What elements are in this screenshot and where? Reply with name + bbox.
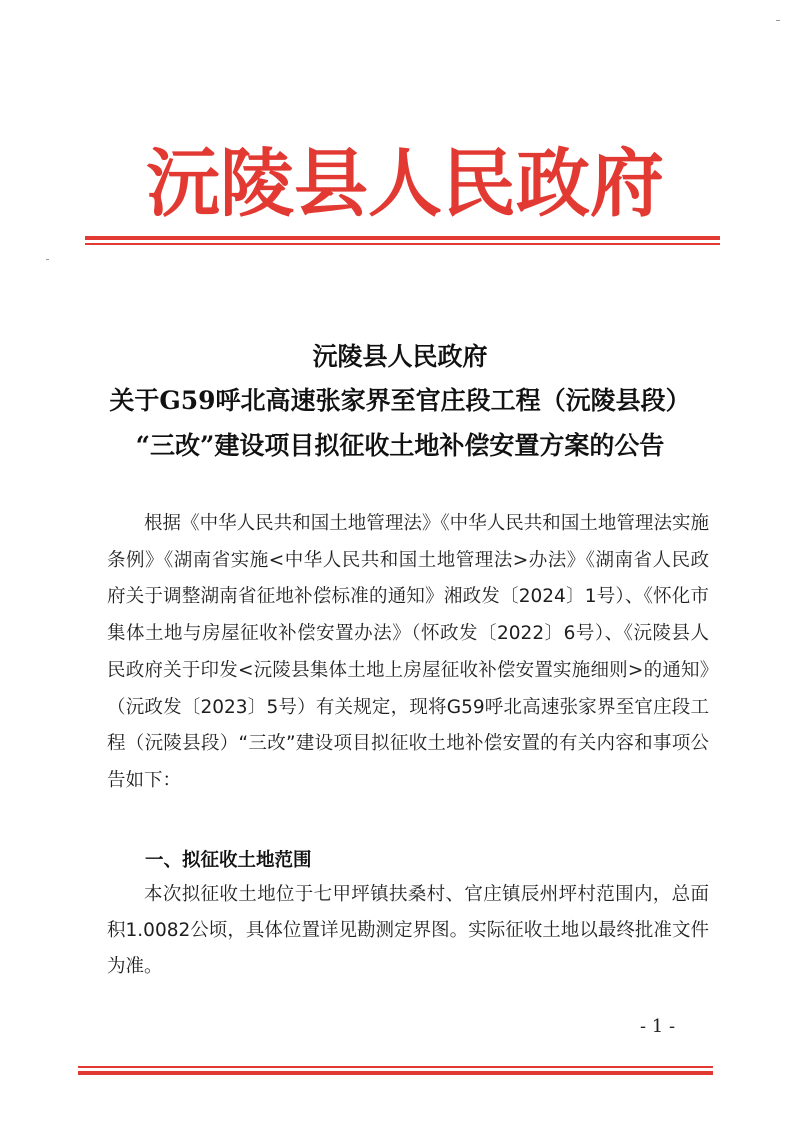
footer-rule-thin: [78, 1066, 713, 1068]
masthead-rule-thick: [85, 236, 720, 240]
scan-speck: [776, 20, 780, 21]
red-masthead: 沅陵县人民政府: [146, 141, 664, 227]
section-1-heading: 一、拟征收土地范围: [145, 850, 312, 871]
footer-rule-thick: [78, 1071, 713, 1075]
section-1-paragraph: 本次拟征收土地位于七甲坪镇扶桑村、官庄镇辰州坪村范围内，总面积1.0082公顷，具体位置详见勘测定界图。实际征收土地以最终批准文件为准。: [107, 884, 709, 977]
notice-title-line1: 沅陵县人民政府: [312, 342, 488, 371]
notice-title-line3: “三改”建设项目拟征收土地补偿安置方案的公告: [135, 431, 665, 460]
intro-paragraph: 根据《中华人民共和国土地管理法》《中华人民共和国土地管理法实施条例》《湖南省实施<中华人民共和国土地管理法>办法》《湖南省人民政府关于调整湖南省征地补偿标准的通知》湘政发〔2024〕1号）、《怀化市集体土地与房屋征收补偿安置办法》（怀政发〔2022〕6号）、《沅陵县人民政府关于印发<沅陵县集体土地上房屋征收补偿安置实施细则>的通知》（沅政发〔2023〕5号）有关规定，现将G59呼北高速张家界至官庄段工程（沅陵县段）“三改”建设项目拟征收土地补偿安置的有关内容和事项公告如下：: [107, 513, 709, 791]
scan-speck: [46, 259, 49, 260]
page-number: - 1 -: [640, 1016, 676, 1037]
masthead-rule-thin: [85, 243, 720, 245]
notice-title-line2: 关于G59呼北高速张家界至官庄段工程（沅陵县段）: [109, 386, 691, 415]
